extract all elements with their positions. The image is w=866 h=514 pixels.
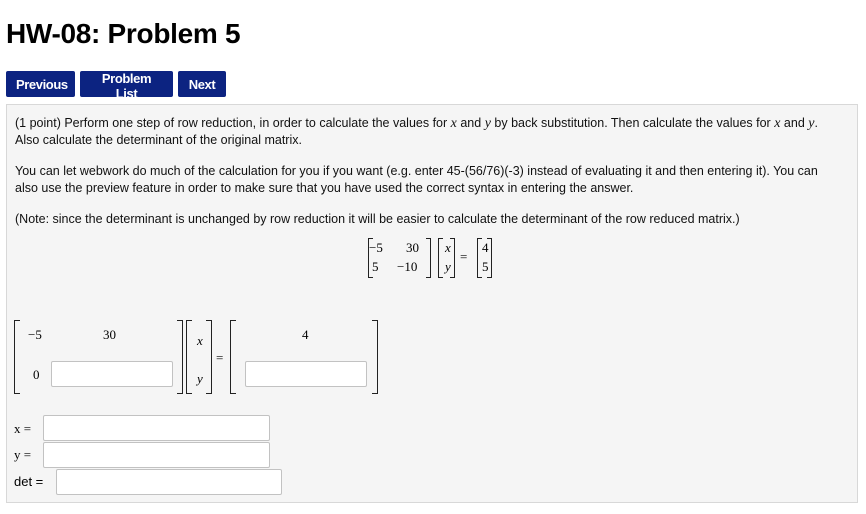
intro-line-2: Also calculate the determinant of the original matrix. — [15, 133, 302, 147]
y-label: y = — [14, 447, 32, 462]
given-a22: −10 — [397, 259, 418, 274]
problem-panel — [6, 104, 858, 503]
answer-a21: 0 — [33, 367, 40, 382]
given-equals: = — [460, 249, 468, 264]
problem-hint — [15, 163, 818, 197]
given-b2: 5 — [482, 259, 489, 274]
intro-text-c: by back substitution. Then calculate the values for — [494, 116, 771, 130]
page-title: HW-08: Problem 5 — [6, 18, 241, 49]
intro-text-a: (1 point) Perform one step of row reduction, in order to calculate the values for — [15, 116, 448, 130]
var-x: x — [450, 116, 457, 131]
x-answer-input[interactable] — [43, 415, 270, 441]
answer-equals: = — [216, 350, 224, 365]
given-a21: 5 — [372, 259, 379, 274]
intro-text-d: and — [783, 116, 805, 130]
x-label: x = — [14, 421, 32, 436]
intro-text-b: and — [460, 116, 482, 130]
answer-var-y: y — [197, 371, 203, 386]
rhs-right-bracket — [487, 238, 492, 278]
answer-b2-input[interactable] — [245, 361, 367, 387]
problem-navigation — [6, 71, 226, 101]
answer-a12: 30 — [103, 327, 116, 342]
var-y: y — [484, 116, 491, 131]
answer-rhs-right-bracket — [372, 320, 378, 394]
answer-a22-input[interactable] — [51, 361, 173, 387]
given-b1: 4 — [482, 240, 489, 255]
previous-button[interactable]: Previous — [6, 71, 75, 97]
problem-intro — [15, 115, 818, 149]
intro-text-e: . — [814, 116, 818, 130]
given-a12: 30 — [406, 240, 419, 255]
var-y: y — [808, 116, 815, 131]
given-a11: −5 — [369, 240, 383, 255]
vector-right-bracket — [450, 238, 455, 278]
problem-list-button[interactable]: Problem List — [80, 71, 173, 97]
det-answer-input[interactable] — [56, 469, 282, 495]
hint-line-2: also use the preview feature in order to make sure that you have used the correct syntax in entering the answer. — [15, 181, 634, 195]
answer-a11: −5 — [28, 327, 42, 342]
vector-left-bracket — [438, 238, 443, 278]
given-var-y: y — [445, 259, 451, 274]
y-answer-input[interactable] — [43, 442, 270, 468]
next-button[interactable]: Next — [178, 71, 226, 97]
det-label: det = — [14, 474, 44, 489]
answer-matrix-right-bracket — [177, 320, 183, 394]
answer-matrix-left-bracket — [14, 320, 20, 394]
given-var-x: x — [445, 240, 451, 255]
answer-var-x: x — [197, 333, 203, 348]
matrix-right-bracket — [426, 238, 431, 278]
answer-vector-left-bracket — [186, 320, 192, 394]
problem-note: (Note: since the determinant is unchanged by row reduction it will be easier to calculate the determinant of the row reduced matrix.) — [15, 212, 740, 226]
answer-vector-right-bracket — [206, 320, 212, 394]
answer-rhs-left-bracket — [230, 320, 236, 394]
var-x: x — [774, 116, 781, 131]
answer-b1: 4 — [302, 327, 309, 342]
hint-line-1: You can let webwork do much of the calculation for you if you want (e.g. enter 45-(56/76)(-3) instead of evaluating it and then entering it). You can — [15, 164, 818, 178]
